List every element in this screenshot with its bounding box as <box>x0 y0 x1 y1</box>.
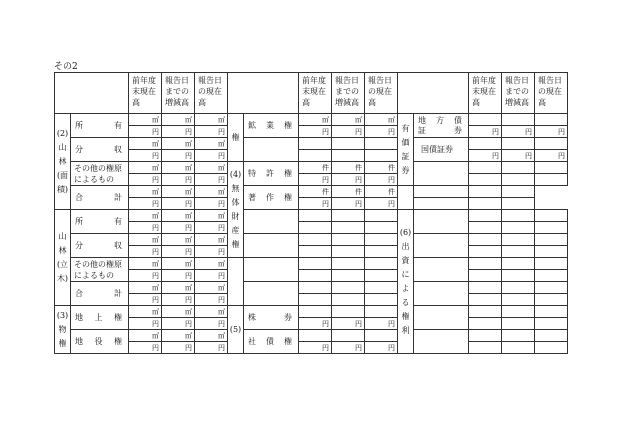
unit-cell: ㎡ <box>195 186 228 198</box>
empty-cell <box>469 138 502 150</box>
table-row <box>55 342 568 354</box>
empty-cell <box>228 258 244 306</box>
row-label-other-title-2: その他の権原によるもの <box>71 258 129 282</box>
row-label-share: 分 収 <box>71 138 129 162</box>
empty-cell <box>299 138 332 150</box>
unit-cell: 円 <box>129 222 162 234</box>
unit-cell: 円 <box>195 150 228 162</box>
row-label-owned: 所 有 <box>71 114 129 138</box>
unit-cell: 円 <box>129 198 162 210</box>
row-label-servitude: 地 役 権 <box>71 330 129 354</box>
empty-cell <box>414 258 469 282</box>
empty-cell <box>469 222 502 234</box>
row-label-local-bond: 地 方 債 証 券 <box>414 114 469 138</box>
unit-cell: ㎡ <box>129 138 162 150</box>
empty-cell <box>502 210 535 222</box>
investment-group-label: (6) 出資による権利 <box>398 210 414 354</box>
empty-cell <box>502 234 535 246</box>
unit-cell: 円 <box>502 150 535 162</box>
empty-cell <box>469 234 502 246</box>
unit-cell: 円 <box>162 270 195 282</box>
empty-cell <box>365 330 398 342</box>
unit-cell: 円 <box>195 198 228 210</box>
unit-cell: 円 <box>195 174 228 186</box>
real-rights-group-label: (3) 物権 <box>55 306 71 354</box>
empty-cell <box>299 306 332 318</box>
unit-cell: 円 <box>469 126 502 138</box>
empty-cell <box>502 222 535 234</box>
table-row <box>55 306 568 318</box>
unit-cell: 円 <box>299 126 332 138</box>
empty-cell <box>414 186 469 198</box>
property-table <box>54 72 568 354</box>
empty-cell <box>299 270 332 282</box>
unit-cell: ㎡ <box>162 306 195 318</box>
empty-cell <box>502 198 535 210</box>
empty-cell <box>535 282 568 294</box>
empty-cell <box>502 342 535 354</box>
unit-cell: 件 <box>332 186 365 198</box>
empty-cell <box>332 246 365 258</box>
unit-cell: ㎡ <box>129 306 162 318</box>
empty-cell <box>502 162 535 174</box>
row-label-copyright: 著 作 権 <box>244 186 299 210</box>
empty-cell <box>502 318 535 330</box>
unit-cell: 円 <box>129 150 162 162</box>
empty-cell <box>502 174 535 186</box>
unit-cell: 円 <box>162 294 195 306</box>
header-blank-mid <box>228 73 299 114</box>
empty-cell <box>502 330 535 342</box>
forest-area-group-label: (2) 山林(面積) <box>55 114 71 210</box>
empty-cell <box>332 234 365 246</box>
empty-cell <box>469 258 502 270</box>
table-row <box>55 210 568 222</box>
unit-cell: ㎡ <box>162 138 195 150</box>
unit-cell: 円 <box>299 174 332 186</box>
empty-cell <box>414 162 469 186</box>
row-label-patent: 特 許 権 <box>244 162 299 186</box>
empty-cell <box>332 270 365 282</box>
empty-cell <box>365 294 398 306</box>
unit-cell: 円 <box>299 198 332 210</box>
empty-cell <box>244 234 299 258</box>
row-label-share-2: 分 収 <box>71 234 129 258</box>
unit-cell: ㎡ <box>195 114 228 126</box>
unit-cell: 円 <box>365 174 398 186</box>
empty-cell <box>469 162 502 174</box>
empty-cell <box>365 210 398 222</box>
unit-cell: ㎡ <box>129 186 162 198</box>
empty-cell <box>332 138 365 150</box>
header-change-right: 報告日までの増減高 <box>502 73 535 114</box>
empty-cell <box>469 342 502 354</box>
empty-cell <box>299 258 332 270</box>
empty-cell <box>299 246 332 258</box>
table-row <box>55 174 568 186</box>
unit-cell: ㎡ <box>195 162 228 174</box>
table-row <box>55 246 568 258</box>
empty-cell <box>299 294 332 306</box>
empty-cell <box>469 330 502 342</box>
row-label-owned-2: 所 有 <box>71 210 129 234</box>
unit-cell: 円 <box>195 126 228 138</box>
unit-cell: ㎡ <box>195 282 228 294</box>
table-row <box>55 162 568 174</box>
empty-cell <box>469 306 502 318</box>
unit-cell: 円 <box>162 318 195 330</box>
empty-cell <box>414 210 469 234</box>
unit-cell: 件 <box>365 162 398 174</box>
unit-cell: 円 <box>129 246 162 258</box>
empty-cell <box>365 246 398 258</box>
unit-cell: 円 <box>535 150 568 162</box>
empty-cell <box>469 198 502 210</box>
unit-cell: ㎡ <box>195 330 228 342</box>
row-label-total-2: 合 計 <box>71 282 129 306</box>
table-row <box>55 234 568 246</box>
unit-cell: 円 <box>365 198 398 210</box>
empty-cell <box>332 222 365 234</box>
row-label-mining: 鉱 業 権 <box>244 114 299 138</box>
unit-cell: 件 <box>332 162 365 174</box>
empty-cell <box>365 306 398 318</box>
unit-cell: ㎡ <box>195 138 228 150</box>
unit-cell: ㎡ <box>299 114 332 126</box>
empty-cell <box>414 198 469 210</box>
intangible-group-label: (4) 無体財産権 <box>228 162 244 258</box>
empty-cell <box>502 306 535 318</box>
empty-cell <box>469 318 502 330</box>
unit-cell: 円 <box>502 126 535 138</box>
unit-cell: 円 <box>129 174 162 186</box>
unit-cell: 件 <box>299 162 332 174</box>
mid-group-5-label: (5) <box>228 306 244 354</box>
unit-cell: ㎡ <box>129 210 162 222</box>
empty-cell <box>332 258 365 270</box>
table-row <box>55 138 568 150</box>
unit-cell: ㎡ <box>129 282 162 294</box>
table-row <box>55 126 568 138</box>
header-report-date-mid: 報告日の現在高 <box>365 73 398 114</box>
unit-cell: ㎡ <box>129 234 162 246</box>
empty-cell <box>365 282 398 294</box>
unit-cell: 円 <box>129 126 162 138</box>
empty-cell <box>365 270 398 282</box>
unit-cell: ㎡ <box>162 210 195 222</box>
table-row <box>55 294 568 306</box>
unit-cell: ㎡ <box>162 186 195 198</box>
empty-cell <box>469 210 502 222</box>
unit-cell: 円 <box>162 150 195 162</box>
property-record-form <box>54 72 568 354</box>
header-change: 報告日までの増減高 <box>162 73 195 114</box>
unit-cell: 円 <box>162 174 195 186</box>
forest-standing-group-label: 山林(立木) <box>55 210 71 306</box>
header-prev-year-end-right: 前年度末現在高 <box>469 73 502 114</box>
empty-cell <box>535 162 568 174</box>
empty-cell <box>535 138 568 150</box>
header-report-date: 報告日の現在高 <box>195 73 228 114</box>
unit-cell: ㎡ <box>162 258 195 270</box>
empty-cell <box>299 330 332 342</box>
header-blank-left <box>55 73 129 114</box>
empty-cell <box>365 138 398 150</box>
empty-cell <box>332 306 365 318</box>
unit-cell: 円 <box>129 318 162 330</box>
empty-cell <box>535 174 568 186</box>
empty-cell <box>502 114 535 126</box>
header-prev-year-end-mid: 前年度末現在高 <box>299 73 332 114</box>
unit-cell: 円 <box>469 150 502 162</box>
row-label-other-title: その他の権原によるもの <box>71 162 129 186</box>
empty-cell <box>535 222 568 234</box>
unit-cell: 円 <box>332 174 365 186</box>
empty-cell <box>535 234 568 246</box>
unit-cell: ㎡ <box>332 114 365 126</box>
empty-cell <box>535 330 568 342</box>
empty-cell <box>469 114 502 126</box>
empty-cell <box>398 186 414 210</box>
empty-cell <box>502 186 535 198</box>
empty-cell <box>502 258 535 270</box>
empty-cell <box>469 186 502 198</box>
row-label-stock: 株 券 <box>244 306 299 330</box>
empty-cell <box>535 246 568 258</box>
unit-cell: 円 <box>299 318 332 330</box>
unit-cell: 円 <box>195 222 228 234</box>
unit-cell: 円 <box>129 342 162 354</box>
header-change-mid: 報告日までの増減高 <box>332 73 365 114</box>
unit-cell: ㎡ <box>129 114 162 126</box>
unit-cell: 円 <box>195 318 228 330</box>
empty-cell <box>502 138 535 150</box>
empty-cell <box>535 114 568 126</box>
unit-cell: 円 <box>129 294 162 306</box>
header-row <box>55 73 568 114</box>
empty-cell <box>244 138 299 162</box>
unit-cell: ㎡ <box>195 306 228 318</box>
table-row <box>55 198 568 210</box>
empty-cell <box>365 150 398 162</box>
unit-cell: 円 <box>332 198 365 210</box>
empty-cell <box>414 330 469 354</box>
empty-cell <box>414 282 469 306</box>
empty-cell <box>332 150 365 162</box>
row-label-bond: 社 債 権 <box>244 330 299 354</box>
unit-cell: 件 <box>299 186 332 198</box>
unit-cell: ㎡ <box>129 162 162 174</box>
empty-cell <box>244 210 299 234</box>
unit-cell: 円 <box>162 126 195 138</box>
empty-cell <box>535 318 568 330</box>
empty-cell <box>535 210 568 222</box>
page-title: その2 <box>54 62 78 72</box>
unit-cell: 円 <box>332 342 365 354</box>
empty-cell <box>365 234 398 246</box>
unit-cell: 円 <box>129 270 162 282</box>
empty-cell <box>299 210 332 222</box>
unit-cell: 円 <box>332 318 365 330</box>
empty-cell <box>502 282 535 294</box>
empty-cell <box>502 294 535 306</box>
table-row <box>55 222 568 234</box>
unit-cell: ㎡ <box>365 114 398 126</box>
unit-cell: 円 <box>162 246 195 258</box>
unit-cell: ㎡ <box>195 210 228 222</box>
unit-cell: 円 <box>162 198 195 210</box>
unit-cell: 円 <box>162 222 195 234</box>
table-row <box>55 270 568 282</box>
empty-cell <box>299 234 332 246</box>
unit-cell: ㎡ <box>162 234 195 246</box>
empty-cell <box>469 282 502 294</box>
table-row <box>55 114 568 126</box>
unit-cell: 円 <box>365 342 398 354</box>
unit-cell: ㎡ <box>162 162 195 174</box>
empty-cell <box>414 306 469 330</box>
empty-cell <box>332 210 365 222</box>
unit-cell: ㎡ <box>162 282 195 294</box>
table-row <box>55 318 568 330</box>
unit-cell: ㎡ <box>162 114 195 126</box>
table-row <box>55 186 568 198</box>
empty-cell <box>244 282 299 306</box>
securities-group-label: 有価証券 <box>398 114 414 186</box>
header-blank-right <box>398 73 469 114</box>
mid-group-top-char: 権 <box>228 114 244 162</box>
unit-cell: ㎡ <box>162 330 195 342</box>
empty-cell <box>502 270 535 282</box>
unit-cell: 円 <box>365 126 398 138</box>
unit-cell: 円 <box>195 270 228 282</box>
empty-cell <box>299 222 332 234</box>
empty-cell <box>365 222 398 234</box>
unit-cell: ㎡ <box>129 258 162 270</box>
unit-cell: 円 <box>332 126 365 138</box>
empty-cell <box>502 246 535 258</box>
unit-cell: 円 <box>365 318 398 330</box>
empty-cell <box>535 270 568 282</box>
table-row <box>55 330 568 342</box>
row-label-total: 合 計 <box>71 186 129 210</box>
empty-cell <box>365 258 398 270</box>
unit-cell: ㎡ <box>195 258 228 270</box>
empty-cell <box>299 282 332 294</box>
unit-cell: 円 <box>535 126 568 138</box>
empty-cell <box>414 234 469 258</box>
empty-cell <box>332 330 365 342</box>
header-report-date-right: 報告日の現在高 <box>535 73 568 114</box>
row-label-national-bond: 国債証券 <box>414 138 469 162</box>
empty-cell <box>299 150 332 162</box>
unit-cell: 円 <box>299 342 332 354</box>
empty-cell <box>469 294 502 306</box>
empty-cell <box>469 174 502 186</box>
empty-cell <box>535 306 568 318</box>
table-row <box>55 150 568 162</box>
unit-cell: ㎡ <box>129 330 162 342</box>
empty-cell <box>332 294 365 306</box>
unit-cell: 円 <box>195 246 228 258</box>
empty-cell <box>535 342 568 354</box>
empty-cell <box>469 270 502 282</box>
empty-cell <box>535 258 568 270</box>
unit-cell: 円 <box>162 342 195 354</box>
header-prev-year-end: 前年度末現在高 <box>129 73 162 114</box>
table-row <box>55 258 568 270</box>
table-row <box>55 282 568 294</box>
unit-cell: 円 <box>195 294 228 306</box>
empty-cell <box>244 258 299 282</box>
empty-cell <box>535 294 568 306</box>
unit-cell: 円 <box>195 342 228 354</box>
empty-cell <box>469 246 502 258</box>
unit-cell: 件 <box>365 186 398 198</box>
unit-cell: ㎡ <box>195 234 228 246</box>
empty-cell <box>332 282 365 294</box>
row-label-superficies: 地 上 権 <box>71 306 129 330</box>
